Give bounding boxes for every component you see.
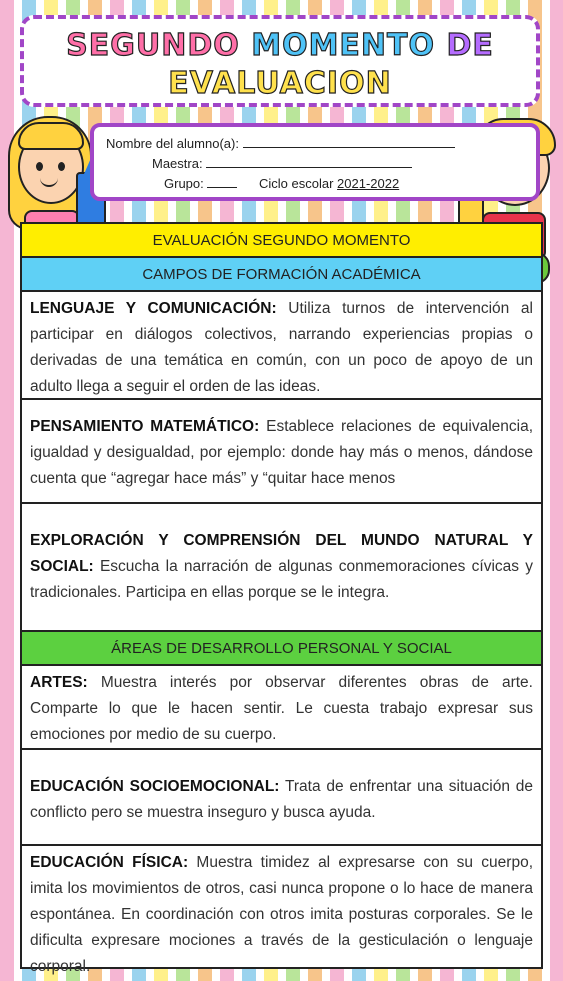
title-line-2 bbox=[24, 65, 536, 103]
group-row bbox=[164, 175, 399, 191]
personal-areas-header: ÁREAS DE DESARROLLO PERSONAL Y SOCIAL bbox=[22, 632, 541, 666]
title-word-evaluacion: EVALUACION bbox=[168, 66, 392, 101]
teacher-row bbox=[152, 155, 412, 171]
field-math bbox=[22, 400, 541, 504]
title-line-1 bbox=[24, 27, 536, 65]
field-world-text: Escucha la narración de algunas conmemoraciones cívicas y tradicionales. Participa en ellas porque se le integra. bbox=[30, 558, 533, 601]
field-world-title: EXPLORACIÓN Y COMPRENSIÓN DEL MUNDO NATURAL Y SOCIAL: bbox=[30, 532, 533, 575]
title-word-de: DE bbox=[435, 28, 494, 63]
evaluation-table bbox=[20, 222, 543, 975]
title-word-segundo: SEGUNDO bbox=[66, 28, 240, 63]
student-name-label: Nombre del alumno(a): bbox=[106, 136, 239, 151]
group-field[interactable] bbox=[207, 175, 237, 188]
field-language bbox=[22, 292, 541, 400]
area-physical-title: EDUCACIÓN FÍSICA: bbox=[30, 854, 189, 871]
school-cycle-value: 2021-2022 bbox=[337, 176, 400, 191]
teacher-label: Maestra: bbox=[152, 156, 203, 171]
area-physical-text: Muestra timidez al expresarse con su cuerpo, imita los movimientos de otros, casi nunca propone o lo hace de manera espontánea. En coordinación con otros imita posturas corporales. Se le dificulta expresare mociones a través de la gesticulación o lenguaje corporal. bbox=[30, 854, 534, 975]
area-arts-text: Muestra interés por observar diferentes obras de arte. Comparte lo que le hacen sentir. Le cuesta trabajo expresar sus emociones por medio de su cuerpo. bbox=[30, 674, 533, 743]
teacher-name-field[interactable] bbox=[206, 155, 412, 168]
student-name-row bbox=[106, 135, 455, 151]
school-cycle-label: Ciclo escolar bbox=[259, 176, 334, 191]
area-socioemotional-title: EDUCACIÓN SOCIOEMOCIONAL: bbox=[30, 778, 280, 795]
field-world bbox=[22, 504, 541, 632]
area-socioemotional bbox=[22, 750, 541, 846]
area-arts-title: ARTES: bbox=[30, 674, 88, 691]
group-label: Grupo: bbox=[164, 176, 204, 191]
student-info-box bbox=[90, 123, 540, 201]
student-name-field[interactable] bbox=[243, 135, 455, 148]
area-arts bbox=[22, 666, 541, 750]
field-math-title: PENSAMIENTO MATEMÁTICO: bbox=[30, 418, 260, 435]
evaluation-header: EVALUACIÓN SEGUNDO MOMENTO bbox=[22, 224, 541, 258]
field-math-text: Establece relaciones de equivalencia, igualdad y desigualdad, por ejemplo: donde hay más o menos, dándose cuenta que “agregar hace más” y “quitar hace menos bbox=[30, 418, 533, 487]
area-physical bbox=[22, 846, 541, 975]
field-language-text: Utiliza turnos de intervención al participar en diálogos colectivos, narrando experiencias propias o derivadas de una temática en común, con un poco de apoyo de un adulto llega a seguir el orden de las ideas. bbox=[30, 300, 533, 395]
academic-fields-header: CAMPOS DE FORMACIÓN ACADÉMICA bbox=[22, 258, 541, 292]
title-word-momento: MOMENTO bbox=[239, 28, 435, 63]
title-banner bbox=[20, 15, 540, 107]
field-language-title: LENGUAJE Y COMUNICACIÓN: bbox=[30, 300, 277, 317]
area-socioemotional-text: Trata de enfrentar una situación de conflicto pero se muestra inseguro y busca ayuda. bbox=[30, 778, 533, 821]
